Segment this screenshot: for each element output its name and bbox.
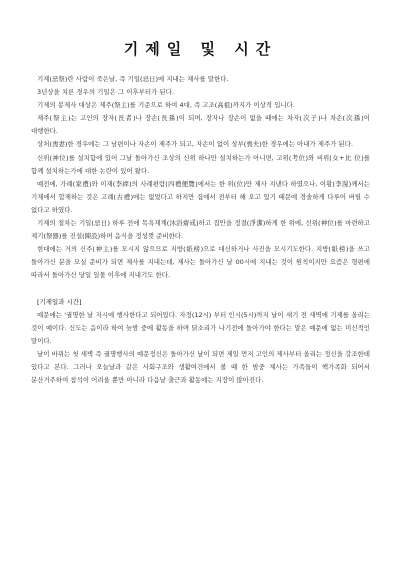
paragraph: 신위(神位)를 설치함에 있어 그날 돌아가신 조상의 신위 하나만 설치하는가 아니면, 고위(考位)와 비위(女+比 位)를 함께 설치하는가에 대한 논란이 있어 왔다.: [31, 153, 370, 175]
document-title: 기제일 및 시간: [123, 40, 278, 58]
document-body: [31, 73, 370, 387]
paragraph: 예문에는 '궐명한 날 자시에 행사한다고 되어있다. 자정(12시) 부터 인시(5시)까지 날이 새기 전 새벽에 기제를 올리는 것이 예이다. 신도는 음이라 하여 늦밤 중에 활동을 하며 닭소리가 나기전에 돌아가야 한다는 말은 예문에 없는 미신적인 말이다.: [31, 310, 370, 345]
paragraph: 기제의 봉제사 대상은 제주(祭主)를 기준으로 하여 4대, 즉 고조(高祖)까지가 이상적 입니다.: [37, 101, 295, 110]
paragraph: 예전에, 가례(家禮)와 이재(李縡)의 사례편람(四禮便覽)에서는 한 위(位)만 제사 지낸다 하였으나, 이황(李滉)께서는 기제에서 합제하는 것은 고례(古禮)에는 없었다고 하지만 집에서 전부터 해 오고 있기 때문에 경솔하게 다루어 버릴 수 없다고 하였다.: [31, 179, 370, 214]
section-spacer: [31, 283, 370, 296]
paragraph: 날이 바뀌는 첫 새벽 즉 궐명행사의 예문정신은 돌아가신 날이 되면 제일 먼저 고인의 제사부터 올리는 정신을 강조한데 있다고 본다. 그러나 오늘날과 같은 사회구조와 생활여건에서 볼 때 한 밤중 제사는 가족들이 핵가족화 되어서 분산거주하여 참석이 어려울 뿐만 아니라 다음날 출근과 활동에는 지장이 많아진다.: [31, 349, 370, 385]
paragraph: 제주(祭主)는 고인의 장자(長者)나 장손(長孫)이 되며, 장자나 장손이 없을 때에는 차자(次子)나 차손(次孫)이 대행한다.: [31, 114, 370, 136]
paragraph: 상처(喪妻)한 경우에는 그 남편이나 자손이 제주가 되고, 자손이 없이 상부(喪夫)한 경우에는 아내가 제주가 된다.: [37, 140, 354, 149]
paragraph: 현대에는 거의 신주(神主)를 모시지 않으므로 지방(紙榜)으로 대신하거나 사진을 모시기도한다. 지방(紙榜)을 쓰고 돌아가신 분을 모실 준비가 되면 제사를 지내는데, 제사는 돌아가신 날 00시에 지내는 것이 원칙이지만 요즘은 형편에 따라서 돌아가신 당일 일몰 이후에 지내기도 한다.: [31, 245, 370, 280]
paragraph: 기제의 절차는 기일(忌日) 하루 전에 목욕재계(沐浴齋戒)하고 집안을 정결(淨潔)하게 한 위에, 신위(神位)를 마련하고 제기(祭器)를 진설(陳設)하며 음식을 정성껏 준비한다.: [31, 219, 370, 241]
section-heading: [기제일과 시간]: [37, 297, 82, 306]
paragraph: 3년상을 치른 경우의 기일은 그 이후부터가 된다.: [37, 88, 174, 97]
paragraph: 기제(忌祭)란 사람이 죽은날, 즉 기일(忌日)에 지내는 제사를 말한다.: [37, 75, 229, 83]
